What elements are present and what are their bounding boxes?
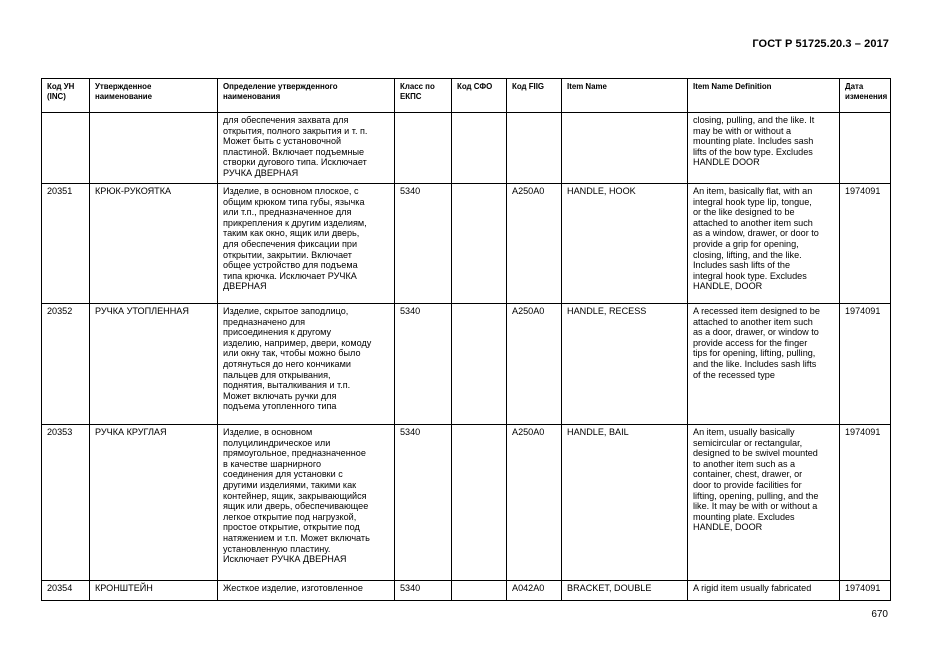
cell-change-date: 1974091	[840, 304, 891, 425]
cell-change-date: 1974091	[840, 581, 891, 601]
cell-definition: Изделие, в основном полуцилиндрическое или прямоугольное, предназначенное в качестве шарнирного соединения для установки с другими изделиями, такими как контейнер, ящик, закрывающийся ящик или дверь, обеспечивающее легкое открытие под нагрузкой, простое открытие, открытие под натяжением и т.п. Может включать установленную пластину. Исключает РУЧКА ДВЕРНАЯ	[218, 425, 395, 581]
cell-approved-name	[90, 113, 218, 184]
cell-definition: Жесткое изделие, изготовленное	[218, 581, 395, 601]
cell-fiig-code: A250A0	[507, 184, 562, 304]
cell-fiig-code: A250A0	[507, 425, 562, 581]
cell-item-definition: A rigid item usually fabricated	[688, 581, 840, 601]
cell-ekps-class: 5340	[395, 184, 452, 304]
cell-item-definition: An item, usually basically semicircular or rectangular, designed to be swivel mounted to another item such as a container, chest, drawer, or door to provide facilities for lifting, opening, pulling, and the like. It may be with or without a mounting plate. Excludes HANDLE, DOOR	[688, 425, 840, 581]
col-header-change-date: Дата изменения	[840, 79, 891, 113]
table-row	[42, 113, 891, 184]
cell-fiig-code: A250A0	[507, 304, 562, 425]
col-header-sfo-code: Код СФО	[452, 79, 507, 113]
cell-inc: 20351	[42, 184, 90, 304]
cell-item-name: BRACKET, DOUBLE	[562, 581, 688, 601]
table-row	[42, 184, 891, 304]
cell-change-date: 1974091	[840, 425, 891, 581]
col-header-definition: Определение утвержденного наименования	[218, 79, 395, 113]
cell-fiig-code: A042A0	[507, 581, 562, 601]
col-header-item-name: Item Name	[562, 79, 688, 113]
cell-item-definition: A recessed item designed to be attached to another item such as a door, drawer, or window to provide access for the finger tips for opening, lifting, pulling, and the like. Includes sash lifts of the recessed type	[688, 304, 840, 425]
cell-item-name: HANDLE, RECESS	[562, 304, 688, 425]
col-header-inc: Код УН (INC)	[42, 79, 90, 113]
cell-fiig-code	[507, 113, 562, 184]
cell-approved-name: КРЮК-РУКОЯТКА	[90, 184, 218, 304]
table-header-row	[42, 79, 891, 113]
col-header-item-definition: Item Name Definition	[688, 79, 840, 113]
col-header-approved-name: Утвержденное наименование	[90, 79, 218, 113]
cell-inc: 20353	[42, 425, 90, 581]
cell-ekps-class: 5340	[395, 581, 452, 601]
cell-sfo-code	[452, 113, 507, 184]
cell-approved-name: КРОНШТЕЙН	[90, 581, 218, 601]
table-row	[42, 304, 891, 425]
page-number: 670	[871, 609, 888, 620]
document-header: ГОСТ Р 51725.20.3 – 2017	[752, 38, 889, 50]
cell-ekps-class: 5340	[395, 425, 452, 581]
cell-item-definition: closing, pulling, and the like. It may be with or without a mounting plate. Includes sash lifts of the bow type. Excludes HANDLE DOOR	[688, 113, 840, 184]
cell-sfo-code	[452, 304, 507, 425]
cell-change-date	[840, 113, 891, 184]
table-row	[42, 581, 891, 601]
cell-item-name	[562, 113, 688, 184]
item-catalog-table	[41, 78, 891, 601]
cell-definition: Изделие, скрытое заподлицо, предназначено для присоединения к другому изделию, например, двери, комоду или окну так, чтобы можно было дотянуться до него кончиками пальцев для открывания, поднятия, выталкивания и т.п. Может включать ручки для подъема утопленного типа	[218, 304, 395, 425]
cell-ekps-class	[395, 113, 452, 184]
table-row	[42, 425, 891, 581]
cell-ekps-class: 5340	[395, 304, 452, 425]
cell-sfo-code	[452, 425, 507, 581]
cell-sfo-code	[452, 184, 507, 304]
cell-approved-name: РУЧКА УТОПЛЕННАЯ	[90, 304, 218, 425]
col-header-ekps-class: Класс по ЕКПС	[395, 79, 452, 113]
col-header-fiig-code: Код FIIG	[507, 79, 562, 113]
cell-change-date: 1974091	[840, 184, 891, 304]
cell-inc: 20352	[42, 304, 90, 425]
cell-definition: Изделие, в основном плоское, с общим крюком типа губы, язычка или т.п., предназначенное для прикрепления к другим изделиям, таким как окно, ящик или дверь, для обеспечения фиксации при открытии, закрытии. Включает общее устройство для подъема типа крючка. Исключает РУЧКА ДВЕРНАЯ	[218, 184, 395, 304]
cell-inc: 20354	[42, 581, 90, 601]
cell-item-name: HANDLE, BAIL	[562, 425, 688, 581]
cell-item-name: HANDLE, HOOK	[562, 184, 688, 304]
cell-inc	[42, 113, 90, 184]
cell-definition: для обеспечения захвата для открытия, полного закрытия и т. п. Может быть с установочной пластиной. Включает подъемные створки дугового типа. Исключает РУЧКА ДВЕРНАЯ	[218, 113, 395, 184]
cell-item-definition: An item, basically flat, with an integral hook type lip, tongue, or the like designed to be attached to another item such as a window, drawer, or door to provide a grip for opening, closing, lifting, and the like. Includes sash lifts of the integral hook type. Excludes HANDLE, DOOR	[688, 184, 840, 304]
cell-approved-name: РУЧКА КРУГЛАЯ	[90, 425, 218, 581]
cell-sfo-code	[452, 581, 507, 601]
